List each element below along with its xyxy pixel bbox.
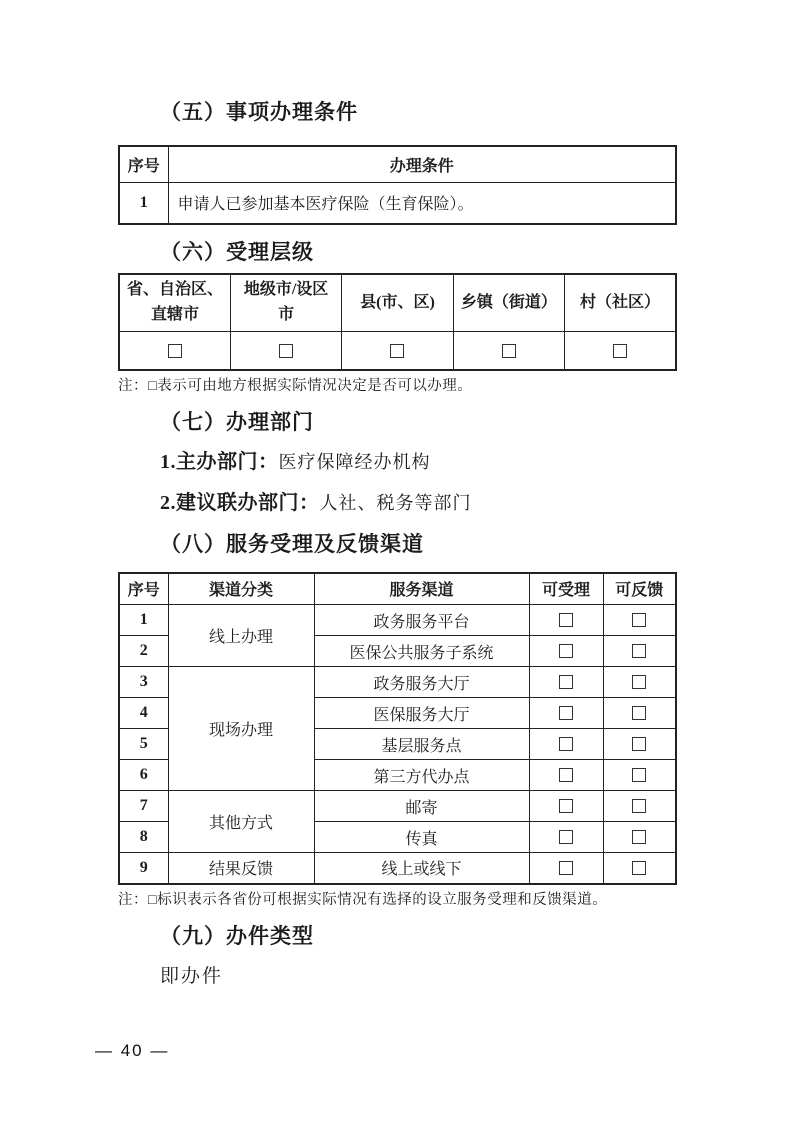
checkbox-icon	[632, 737, 646, 751]
level-header-province: 省、自治区、直辖市	[119, 274, 230, 332]
channels-col-acceptable: 可受理	[529, 573, 603, 605]
channel-name: 政务服务大厅	[314, 667, 529, 698]
channels-col-category: 渠道分类	[168, 573, 314, 605]
condition-row-no: 1	[119, 182, 168, 224]
channel-name: 第三方代办点	[314, 760, 529, 791]
levels-table	[118, 273, 677, 371]
category-onsite: 现场办理	[168, 667, 314, 791]
checkbox-icon	[502, 344, 516, 358]
section9-content: 即办件	[160, 965, 224, 987]
page-number: — 40 —	[95, 1041, 170, 1060]
checkbox-icon	[632, 861, 646, 875]
table-row	[119, 853, 676, 884]
row-no: 3	[119, 667, 168, 698]
channel-name: 医保服务大厅	[314, 698, 529, 729]
checkbox-icon	[613, 344, 627, 358]
checkbox-icon	[559, 799, 573, 813]
checkbox-icon	[632, 768, 646, 782]
page-content	[118, 0, 677, 990]
channel-name: 邮寄	[314, 791, 529, 822]
checkbox-icon	[632, 613, 646, 627]
channels-table	[118, 572, 677, 885]
section6-heading: （六）受理层级	[160, 240, 314, 264]
section8-heading: （八）服务受理及反馈渠道	[160, 531, 424, 556]
level-header-county: 县(市、区)	[342, 274, 453, 332]
checkbox-icon	[559, 644, 573, 658]
section9-heading: （九）办件类型	[160, 923, 314, 948]
checkbox-icon	[559, 768, 573, 782]
checkbox-icon	[559, 830, 573, 844]
checkbox-icon	[632, 706, 646, 720]
table-row	[119, 182, 676, 224]
main-department-item	[118, 449, 677, 477]
joint-department-value: 人社、税务等部门	[319, 492, 472, 513]
conditions-table	[118, 145, 677, 225]
channels-col-no: 序号	[119, 573, 168, 605]
joint-department-label: 2.建议联办部门：	[160, 491, 320, 514]
channels-col-channel: 服务渠道	[314, 573, 529, 605]
channel-name: 线上或线下	[314, 853, 529, 884]
section7-heading: （七）办理部门	[160, 409, 314, 434]
row-no: 5	[119, 729, 168, 760]
row-no: 1	[119, 605, 168, 636]
channel-name: 传真	[314, 822, 529, 853]
level-header-village: 村（社区）	[565, 274, 676, 332]
category-other: 其他方式	[168, 791, 314, 853]
levels-note: 注：□表示可由地方根据实际情况决定是否可以办理。	[118, 377, 473, 394]
checkbox-icon	[390, 344, 404, 358]
checkbox-icon	[279, 344, 293, 358]
level-header-township: 乡镇（街道）	[453, 274, 564, 332]
channels-note: 注：□标识表示各省份可根据实际情况有选择的设立服务受理和反馈渠道。	[118, 891, 608, 908]
row-no: 2	[119, 636, 168, 667]
row-no: 8	[119, 822, 168, 853]
row-no: 7	[119, 791, 168, 822]
table-row	[119, 605, 676, 636]
checkbox-icon	[632, 675, 646, 689]
checkbox-icon	[632, 799, 646, 813]
checkbox-icon	[632, 644, 646, 658]
checkbox-icon	[559, 706, 573, 720]
section5-heading: （五）事项办理条件	[160, 100, 358, 124]
table-row	[119, 332, 676, 370]
channels-col-feedback: 可反馈	[603, 573, 676, 605]
main-department-value: 医疗保障经办机构	[278, 451, 431, 472]
level-header-city: 地级市/设区市	[230, 274, 341, 332]
conditions-col-condition: 办理条件	[168, 146, 676, 182]
row-no: 9	[119, 853, 168, 884]
joint-department-item	[118, 490, 677, 518]
checkbox-icon	[559, 675, 573, 689]
checkbox-icon	[559, 613, 573, 627]
row-no: 4	[119, 698, 168, 729]
channel-name: 政务服务平台	[314, 605, 529, 636]
channel-name: 医保公共服务子系统	[314, 636, 529, 667]
checkbox-icon	[559, 861, 573, 875]
checkbox-icon	[559, 737, 573, 751]
condition-row-text: 申请人已参加基本医疗保险（生育保险）。	[168, 182, 676, 224]
conditions-col-no: 序号	[119, 146, 168, 182]
checkbox-icon	[632, 830, 646, 844]
checkbox-icon	[168, 344, 182, 358]
channel-name: 基层服务点	[314, 729, 529, 760]
row-no: 6	[119, 760, 168, 791]
table-row	[119, 791, 676, 822]
table-row	[119, 667, 676, 698]
main-department-label: 1.主办部门：	[160, 450, 279, 473]
category-online: 线上办理	[168, 605, 314, 667]
category-result-feedback: 结果反馈	[168, 853, 314, 884]
